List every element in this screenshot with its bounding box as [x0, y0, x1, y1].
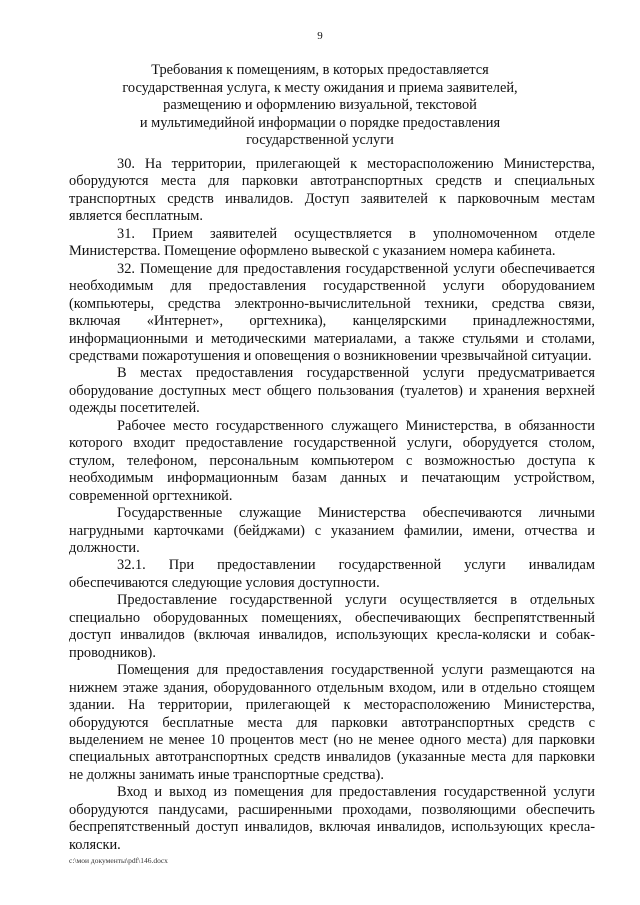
- document-body: [69, 156, 595, 854]
- heading-line: государственной услуги: [246, 132, 394, 149]
- heading-line: и мультимедийной информации о порядке предоставления: [139, 114, 501, 131]
- paragraph-30: 30. На территории, прилегающей к месторасположению Министерства, оборудуются места для парковки автотранспортных средств и специальных транспортных средств инвалидов. Доступ заявителей к парковочным местам является бесплатным.: [69, 156, 595, 225]
- paragraph: Помещения для предоставления государственной услуги размещаются на нижнем этаже здания, оборудованного отдельным входом, или в отдельно стоящем здании. На территории, прилегающей к месторасположению Министерства, оборудуются бесплатные места для парковки автотранспортных средств с выделением не менее 10 процентов мест (но не менее одного места) для парковки специальных автотранспортных средств инвалидов (указанные места для парковки не должны занимать иные транспортные средства).: [69, 662, 595, 783]
- heading-line: размещению и оформлению визуальной, текстовой: [163, 97, 477, 114]
- paragraph: Рабочее место государственного служащего Министерства, в обязанности которого входит предоставление государственной услуги, оборудуется столом, стулом, телефоном, персональным компьютером с возможностью доступа к необходимым информационным базам данных и печатающим устройством, современной оргтехникой.: [69, 417, 595, 504]
- page-number: 9: [317, 30, 323, 42]
- heading-line: Требования к помещениям, в которых предоставляется: [151, 62, 489, 78]
- paragraph: В местах предоставления государственной услуги предусматривается оборудование доступных мест общего пользования (туалетов) и хранения верхней одежды посетителей.: [69, 365, 595, 417]
- file-path-footer: c:\мои документы\pdf\146.docx: [69, 856, 168, 865]
- paragraph: Государственные служащие Министерства обеспечиваются личными нагрудными карточками (бейджами) с указанием фамилии, имени, отчества и должности.: [69, 505, 595, 556]
- paragraph: Вход и выход из помещения для предоставления государственной услуги оборудуются пандусами, расширенными проходами, позволяющими обеспечить беспрепятственный доступ инвалидов, включая инвалидов, использующих кресла-коляски.: [69, 784, 595, 853]
- paragraph-32-1: 32.1. При предоставлении государственной услуги инвалидам обеспечиваются следующие условия доступности.: [69, 557, 595, 591]
- paragraph-32: 32. Помещение для предоставления государственной услуги обеспечивается необходимым для предоставления государственной услуги оборудованием (компьютеры, средства электронно-вычислительной техники, средства связи, включая «Интернет», оргтехника), канцелярскими принадлежностями, информационными и методическими материалами, а также стульями и столами, средствами пожаротушения и оповещения о возникновении чрезвычайной ситуации.: [69, 260, 595, 364]
- paragraph: Предоставление государственной услуги осуществляется в отдельных специально оборудованных помещениях, обеспечивающих беспрепятственный доступ инвалидов (включая инвалидов, использующих кресла-коляски и собак-проводников).: [69, 592, 595, 661]
- section-heading: [70, 62, 570, 150]
- heading-line: государственная услуга, к месту ожидания и приема заявителей,: [122, 79, 518, 96]
- paragraph-31: 31. Прием заявителей осуществляется в уполномоченном отделе Министерства. Помещение оформлено вывеской с указанием номера кабинета.: [69, 225, 595, 260]
